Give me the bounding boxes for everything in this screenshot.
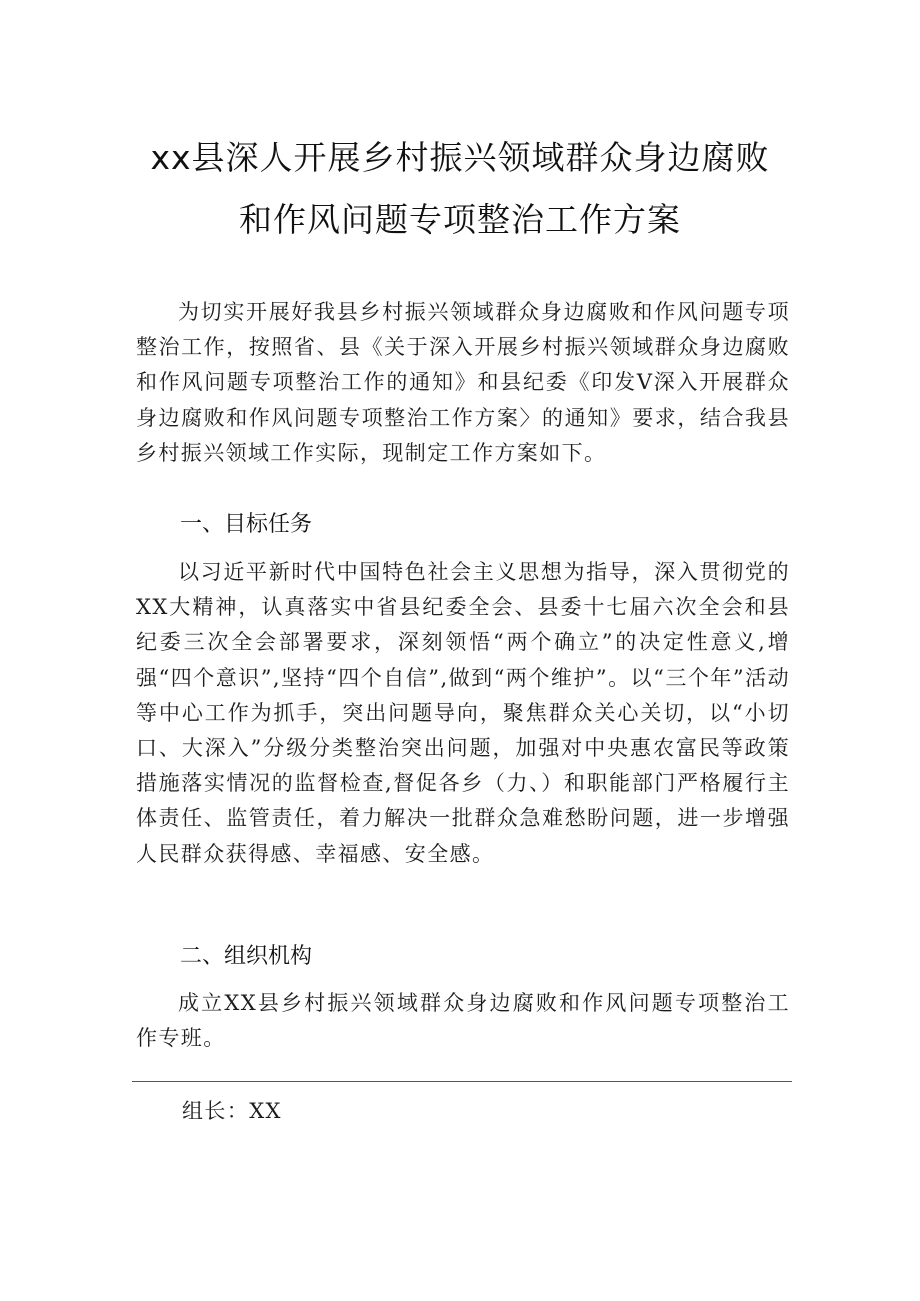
section-heading-goals: 一、目标任务 — [180, 512, 313, 537]
page-divider — [132, 1081, 792, 1082]
goals-paragraph: 以习近平新时代中国特色社会主义思想为指导，深入贯彻党的XX大精神，认真落实中省县纪委全会、县委十七届六次全会和县纪委三次全会部署要求，深刻领悟“两个确立”的决定性意义,增强“四个意识”,坚持“四个自信”,做到“两个维护”。以“三个年”活动等中心工作为抓手，突出问题导向，聚焦群众关心关切，以“小切口、大深入”分级分类整治突出问题，加强对中央惠农富民等政策措施落实情况的监督检查,督促各乡（力、）和职能部门严格履行主体责任、监管责任，着力解决一批群众急难愁盼问题，进一步增强人民群众获得感、幸福感、安全感。 — [136, 560, 790, 866]
section-heading-organization: 二、组织机构 — [180, 944, 313, 969]
document-title-line-2: 和作风问题专项整治工作方案 — [239, 200, 681, 239]
intro-paragraph: 为切实开展好我县乡村振兴领域群众身边腐败和作风问题专项整治工作，按照省、县《关于深入开展乡村振兴领域群众身边腐败和作风问题专项整治工作的通知》和县纪委《印发V深入开展群众身边腐败和作风问题专项整治工作方案〉的通知》要求，结合我县乡村振兴领域工作实际，现制定工作方案如下。 — [136, 300, 790, 465]
group-leader-line: 组长：XX — [182, 1099, 282, 1123]
document-title-line-1: xx县深人开展乡村振兴领域群众身边腐败 — [150, 138, 770, 177]
organization-paragraph: 成立XX县乡村振兴领域群众身边腐败和作风问题专项整治工作专班。 — [136, 991, 790, 1051]
